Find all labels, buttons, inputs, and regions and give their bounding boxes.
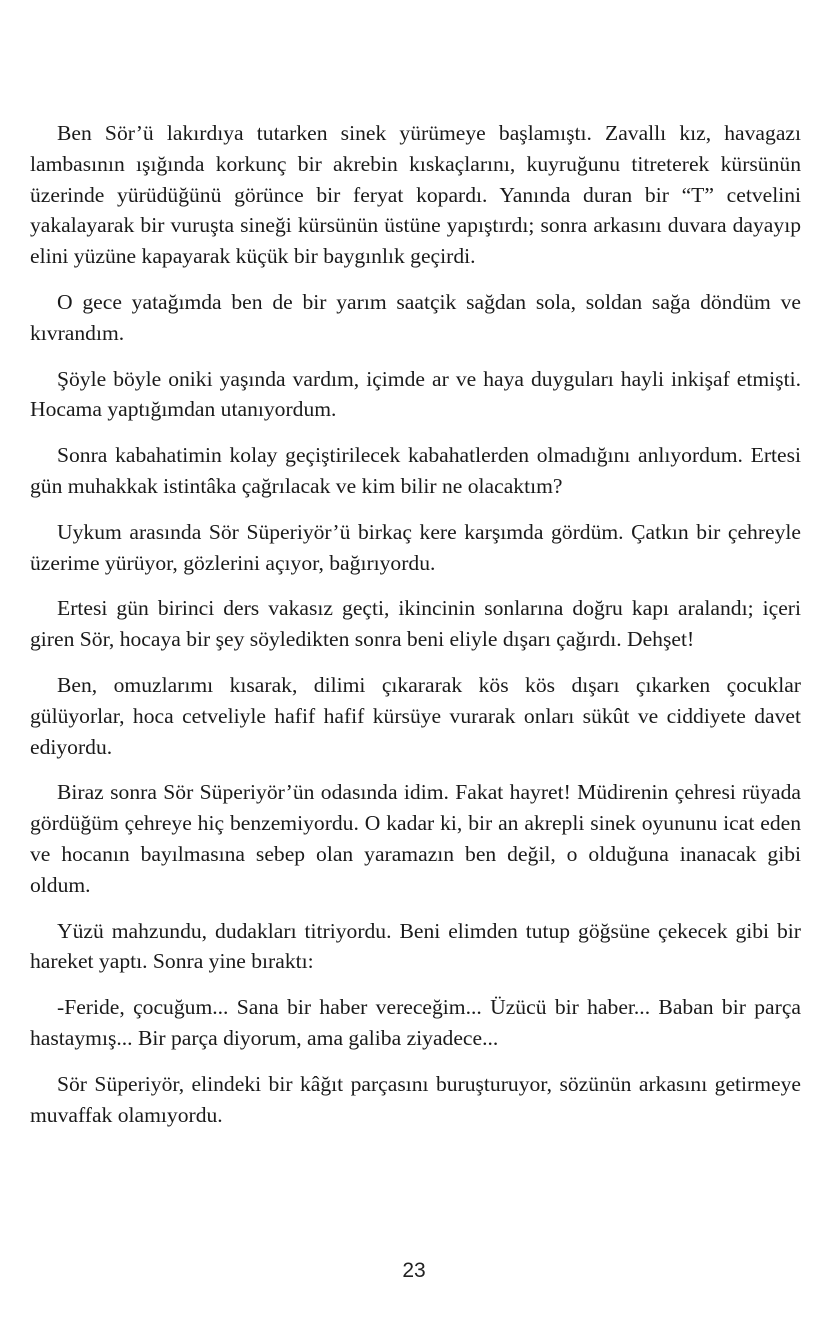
paragraph-8: Biraz sonra Sör Süperiyör’ün odasında idim. Fakat hayret! Müdirenin çehresi rüyada gördüğüm çehreye hiç benzemiyordu. O kadar ki, bir an akrepli sinek oyununu icat eden ve hocanın bayılmasına sebep olan yaramazın ben değil, o olduğuna inanacak gibi oldum.: [30, 780, 801, 897]
page-body: [30, 118, 801, 1145]
paragraph-2: O gece yatağımda ben de bir yarım saatçik sağdan sola, soldan sağa döndüm ve kıvrandım.: [30, 289, 801, 345]
paragraph-1: Ben Sör’ü lakırdıya tutarken sinek yürümeye başlamıştı. Zavallı kız, havagazı lambasının ışığında korkunç bir akrebin kıskaçlarını, kuyruğunu titreterek kürsünün üzerinde yürüdüğünü görünce bir feryat kopardı. Yanında duran bir “T” cetvelini yakalayarak bir vuruşta sineği kürsünün üstüne yapıştırdı; sonra arkasını duvara dayayıp elini yüzüne kapayarak küçük bir baygınlık geçirdi.: [30, 121, 801, 269]
paragraph-9: Yüzü mahzundu, dudakları titriyordu. Beni elimden tutup göğsüne çekecek gibi bir hareket yaptı. Sonra yine bıraktı:: [30, 918, 801, 974]
page-number: 23: [402, 1259, 426, 1282]
paragraph-10: -Feride, çocuğum... Sana bir haber vereceğim... Üzücü bir haber... Baban bir parça hastaymış... Bir parça diyorum, ama galiba ziyadece...: [30, 995, 801, 1050]
paragraph-4: Sonra kabahatimin kolay geçiştirilecek kabahatlerden olmadığını anlıyordum. Ertesi gün muhakkak istintâka çağrılacak ve kim bilir ne olacaktım?: [30, 443, 801, 498]
paragraph-7: Ben, omuzlarımı kısarak, dilimi çıkararak kös kös dışarı çıkarken çocuklar gülüyorlar, hoca cetveliyle hafif hafif kürsüye vurarak onları sükût ve ciddiyete davet ediyordu.: [30, 672, 801, 759]
paragraph-6: Ertesi gün birinci ders vakasız geçti, ikincinin sonlarına doğru kapı aralandı; içeri giren Sör, hocaya bir şey söyledikten sonra beni eliyle dışarı çağırdı. Dehşet!: [30, 596, 801, 652]
paragraph-5: Uykum arasında Sör Süperiyör’ü birkaç kere karşımda gördüm. Çatkın bir çehreyle üzerime yürüyor, gözlerini açıyor, bağırıyordu.: [30, 519, 801, 575]
paragraph-11: Sör Süperiyör, elindeki bir kâğıt parçasını buruşturuyor, sözünün arkasını getirmeye muvaffak olamıyordu.: [30, 1071, 801, 1127]
paragraph-3: Şöyle böyle oniki yaşında vardım, içimde ar ve haya duyguları hayli inkişaf etmişti. Hocama yaptığımdan utanıyordum.: [30, 366, 801, 422]
